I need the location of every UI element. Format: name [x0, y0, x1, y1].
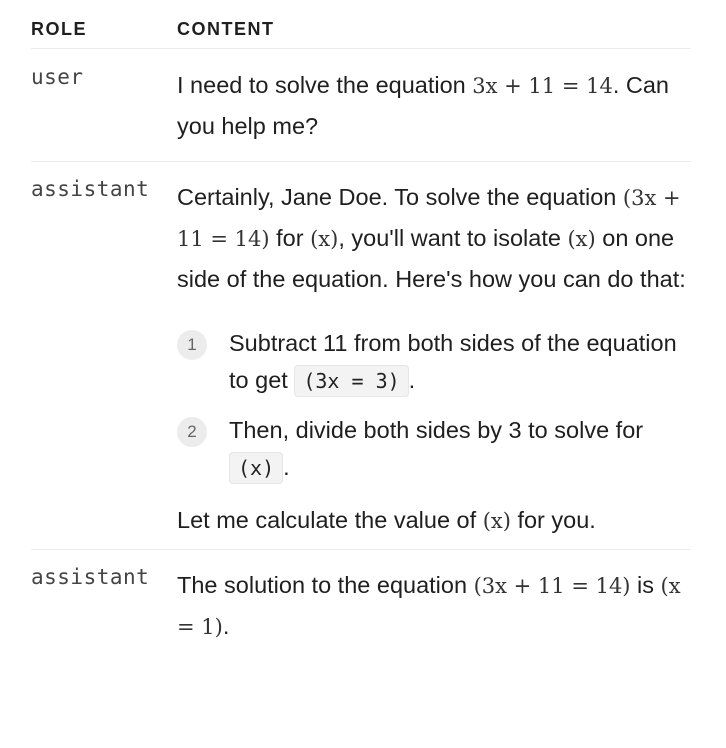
message-text: Subtract 11 from both sides of the equation to get — [229, 330, 677, 393]
step-text — [229, 325, 691, 400]
math-expression: (x) — [310, 227, 339, 251]
math-expression: (x = 1) — [177, 574, 681, 639]
message-text: on one side of the equation. Here's how you can do that: — [177, 225, 686, 292]
math-expression: (x) — [567, 227, 596, 251]
table-header — [31, 0, 691, 49]
role-cell: assistant — [31, 177, 150, 201]
message-text: . — [283, 454, 290, 480]
inline-code: (x) — [229, 452, 283, 484]
step-number-badge: 2 — [177, 417, 207, 447]
message-text: for — [269, 225, 311, 251]
inline-code: (3x = 3) — [294, 365, 408, 397]
math-expression: 3x + 11 = 14 — [472, 74, 613, 98]
table-row — [31, 49, 691, 162]
message-text: Let me calculate the value of — [177, 507, 483, 533]
content-column-header: CONTENT — [177, 19, 275, 39]
message-text: is — [630, 572, 661, 598]
role-cell: assistant — [31, 565, 150, 589]
math-expression: (3x + 11 = 14) — [177, 186, 681, 251]
message-text: I need to solve the equation — [177, 72, 473, 98]
message-text: Then, divide both sides by 3 to solve for — [229, 417, 644, 443]
message-text: The solution to the equation — [177, 572, 474, 598]
table-row — [31, 162, 691, 550]
conversation-table — [31, 0, 691, 647]
intro-paragraph — [177, 177, 691, 299]
step-text — [229, 412, 691, 487]
content-cell — [177, 65, 691, 146]
content-cell — [177, 565, 691, 647]
message-text: . — [408, 367, 416, 393]
content-cell — [177, 177, 691, 541]
list-item — [177, 412, 691, 487]
list-item — [177, 325, 691, 400]
message-text: . — [222, 613, 230, 639]
math-expression: (x) — [482, 509, 511, 533]
message-text: . Can you help me? — [177, 72, 669, 139]
closing-paragraph — [177, 500, 691, 541]
steps-list — [177, 325, 691, 487]
math-expression: (3x + 11 = 14) — [473, 574, 631, 598]
role-cell: user — [31, 65, 84, 89]
step-number-badge: 1 — [177, 330, 207, 360]
role-column-header: ROLE — [31, 19, 88, 39]
message-text: for you. — [510, 507, 596, 533]
table-row — [31, 550, 691, 647]
message-text: Certainly, Jane Doe. To solve the equation — [177, 184, 623, 210]
message-text: , you'll want to isolate — [338, 225, 568, 251]
